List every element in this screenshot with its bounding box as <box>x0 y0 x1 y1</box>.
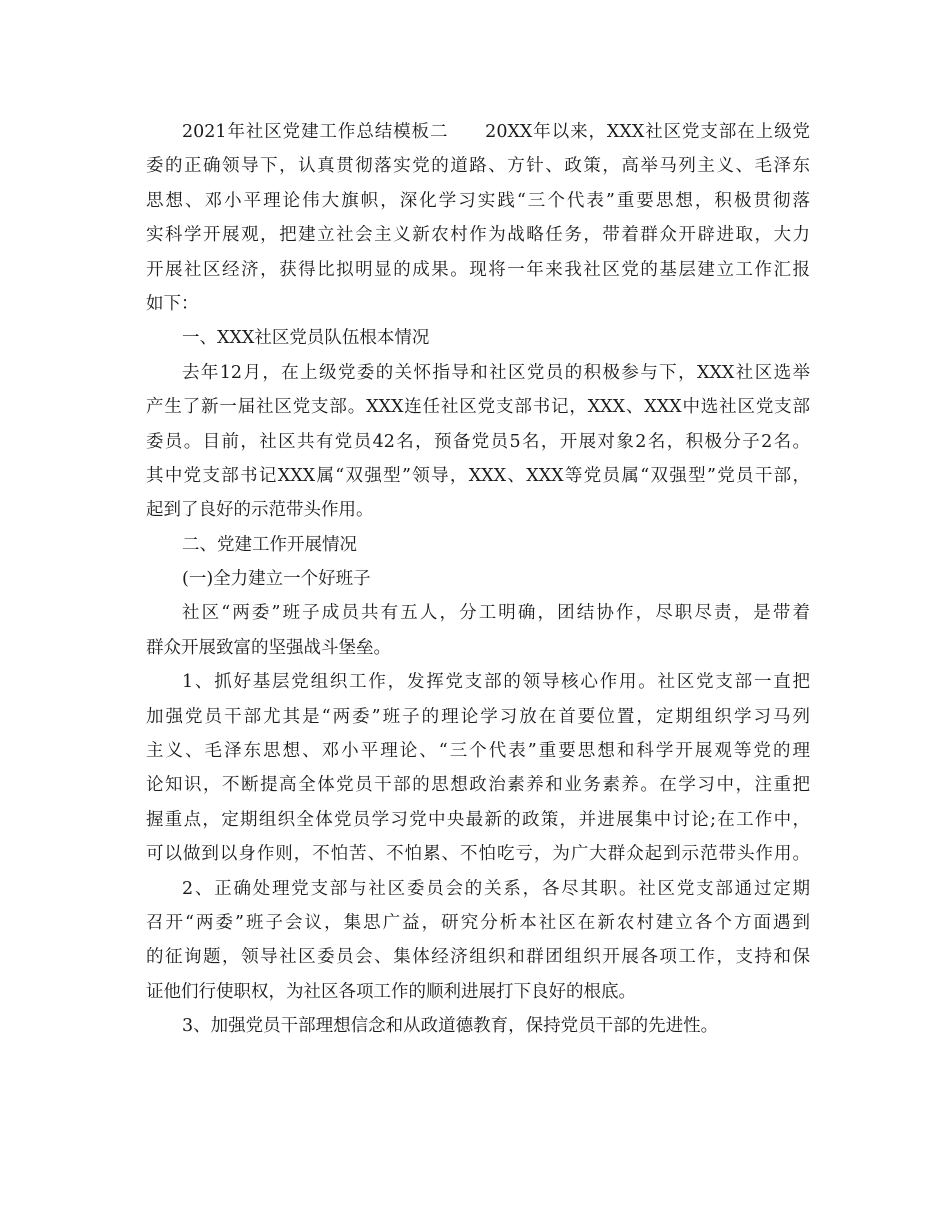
text-line: 产生了新一届社区党支部。XXX连任社区党支部书记，XXX、XXX中选社区党支部 <box>146 397 810 418</box>
text-line: 去年12月，在上级党委的关怀指导和社区党员的积极参与下，XXX社区选举 <box>182 362 810 383</box>
text-line: 其中党支部书记XXX属“双强型”领导，XXX、XXX等党员属“双强型”党员干部， <box>146 465 810 486</box>
text-line: 握重点，定期组织全体党员学习党中央最新的政策，并进展集中讨论;在工作中， <box>146 809 810 830</box>
text-line: 群众开展致富的坚强战斗堡垒。 <box>146 637 391 658</box>
text-line: 委的正确领导下，认真贯彻落实党的道路、方针、政策，高举马列主义、毛泽东 <box>146 156 810 177</box>
text-line: 3、加强党员干部理想信念和从政道德教育，保持党员干部的先进性。 <box>182 1016 719 1037</box>
text-line: 2021年社区党建工作总结模板二 20XX年以来，XXX社区党支部在上级党 <box>182 122 810 142</box>
text-line: 1、抓好基层党组织工作，发挥党支部的领导核心作用。社区党支部一直把 <box>182 672 810 693</box>
document-body <box>146 115 810 1044</box>
text-line: 主义、毛泽东思想、邓小平理论、“三个代表”重要思想和科学开展观等党的理 <box>146 741 810 762</box>
text-line: 的征询题，领导社区委员会、集体经济组织和群团组织开展各项工作，支持和保 <box>146 947 810 968</box>
text-line: 加强党员干部尤其是“两委”班子的理论学习放在首要位置，定期组织学习马列 <box>146 706 810 727</box>
text-line: 实科学开展观，把建立社会主义新农村作为战略任务，带着群众开辟进取，大力 <box>146 225 810 246</box>
text-line: 社区“两委”班子成员共有五人，分工明确，团结协作，尽职尽责，是带着 <box>182 603 810 624</box>
text-line: 思想、邓小平理论伟大旗帜，深化学习实践“三个代表”重要思想，积极贯彻落 <box>146 190 810 211</box>
text-line: 二、党建工作开展情况 <box>182 534 357 555</box>
text-line: 召开“两委”班子会议，集思广益，研究分析本社区在新农村建立各个方面遇到 <box>146 912 810 933</box>
text-line: 一、XXX社区党员队伍根本情况 <box>182 328 430 349</box>
text-line: 起到了良好的示范带头作用。 <box>146 500 374 521</box>
text-line: 2、正确处理党支部与社区委员会的关系，各尽其职。社区党支部通过定期 <box>182 878 810 899</box>
text-line: 如下： <box>146 293 199 314</box>
text-line: 证他们行使职权，为社区各项工作的顺利进展打下良好的根底。 <box>146 981 636 1002</box>
text-line: (一)全力建立一个好班子 <box>182 569 371 590</box>
text-line: 论知识，不断提高全体党员干部的思想政治素养和业务素养。在学习中，注重把 <box>146 775 810 796</box>
text-line: 开展社区经济，获得比拟明显的成果。现将一年来我社区党的基层建立工作汇报 <box>146 259 810 280</box>
text-line: 可以做到以身作则，不怕苦、不怕累、不怕吃亏，为广大群众起到示范带头作用。 <box>146 844 810 865</box>
text-line: 委员。目前，社区共有党员42名，预备党员5名，开展对象2名，积极分子2名。 <box>146 431 810 452</box>
